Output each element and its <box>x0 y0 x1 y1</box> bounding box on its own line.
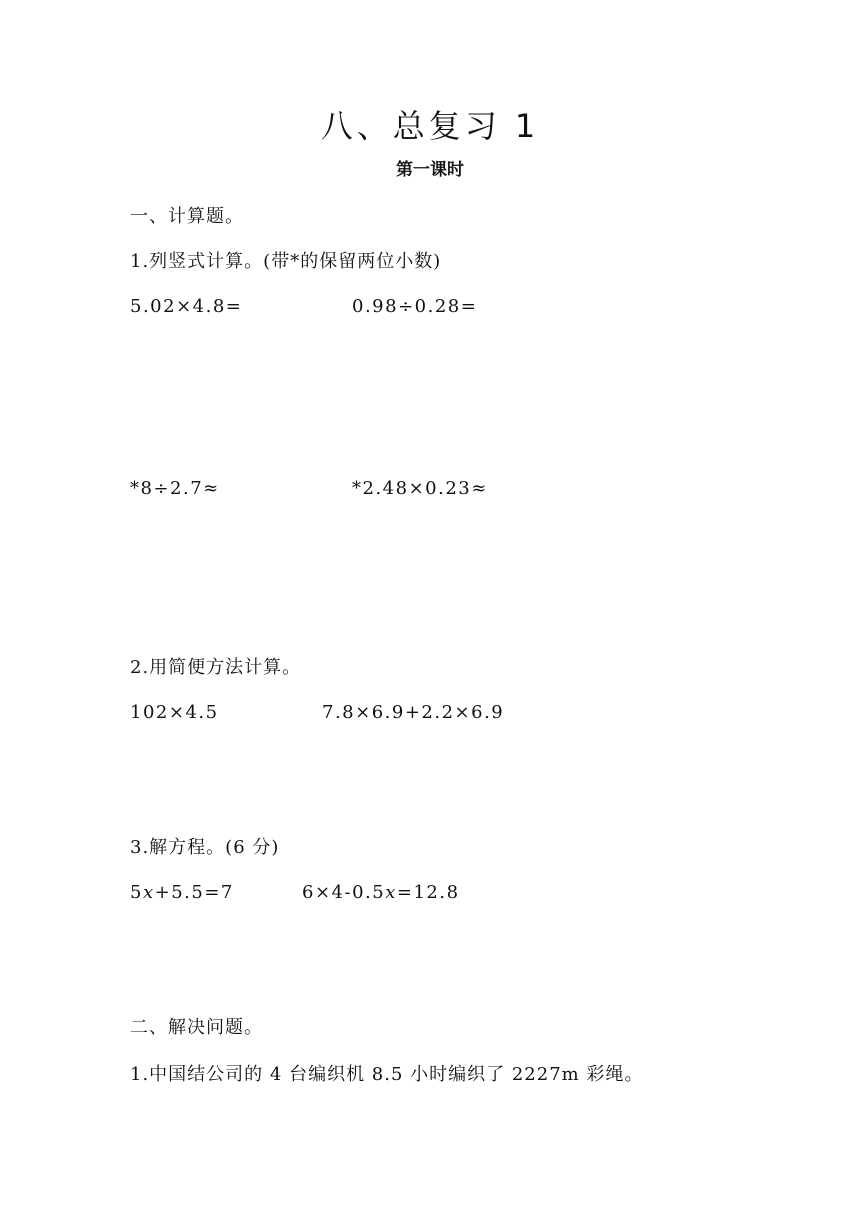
page-subtitle: 第一课时 <box>396 160 464 180</box>
calc-item-2: 0.98÷0.28= <box>352 296 478 317</box>
question-2-label: 2.用简便方法计算。 <box>130 657 302 678</box>
question-3-label: 3.解方程。(6 分) <box>130 837 280 858</box>
equation-2-variable: x <box>385 882 397 903</box>
calc-item-1: 5.02×4.8= <box>130 296 243 317</box>
calc-item-4: *2.48×0.23≈ <box>352 478 488 499</box>
question-1-label: 1.列竖式计算。(带*的保留两位小数) <box>130 251 442 272</box>
equation-2-part-b: =12.8 <box>396 882 460 903</box>
equation-1-part-b: +5.5=7 <box>154 882 234 903</box>
problem-1-text: 1.中国结公司的 4 台编织机 8.5 小时编织了 2227m 彩绳。 <box>130 1064 644 1085</box>
page-title: 八、总复习 1 <box>320 107 540 145</box>
simplify-item-1: 102×4.5 <box>130 702 219 723</box>
equation-2-part-a: 6×4-0.5 <box>302 882 386 903</box>
equation-1-variable: x <box>142 882 155 903</box>
equation-item-1 <box>130 884 234 902</box>
calc-item-3: *8÷2.7≈ <box>130 478 220 499</box>
section-2-heading: 二、解决问题。 <box>130 1017 263 1038</box>
section-1-heading: 一、计算题。 <box>130 206 244 227</box>
simplify-item-2: 7.8×6.9+2.2×6.9 <box>322 702 505 723</box>
equation-item-2 <box>302 884 460 902</box>
equation-1-part-a: 5 <box>130 882 143 903</box>
